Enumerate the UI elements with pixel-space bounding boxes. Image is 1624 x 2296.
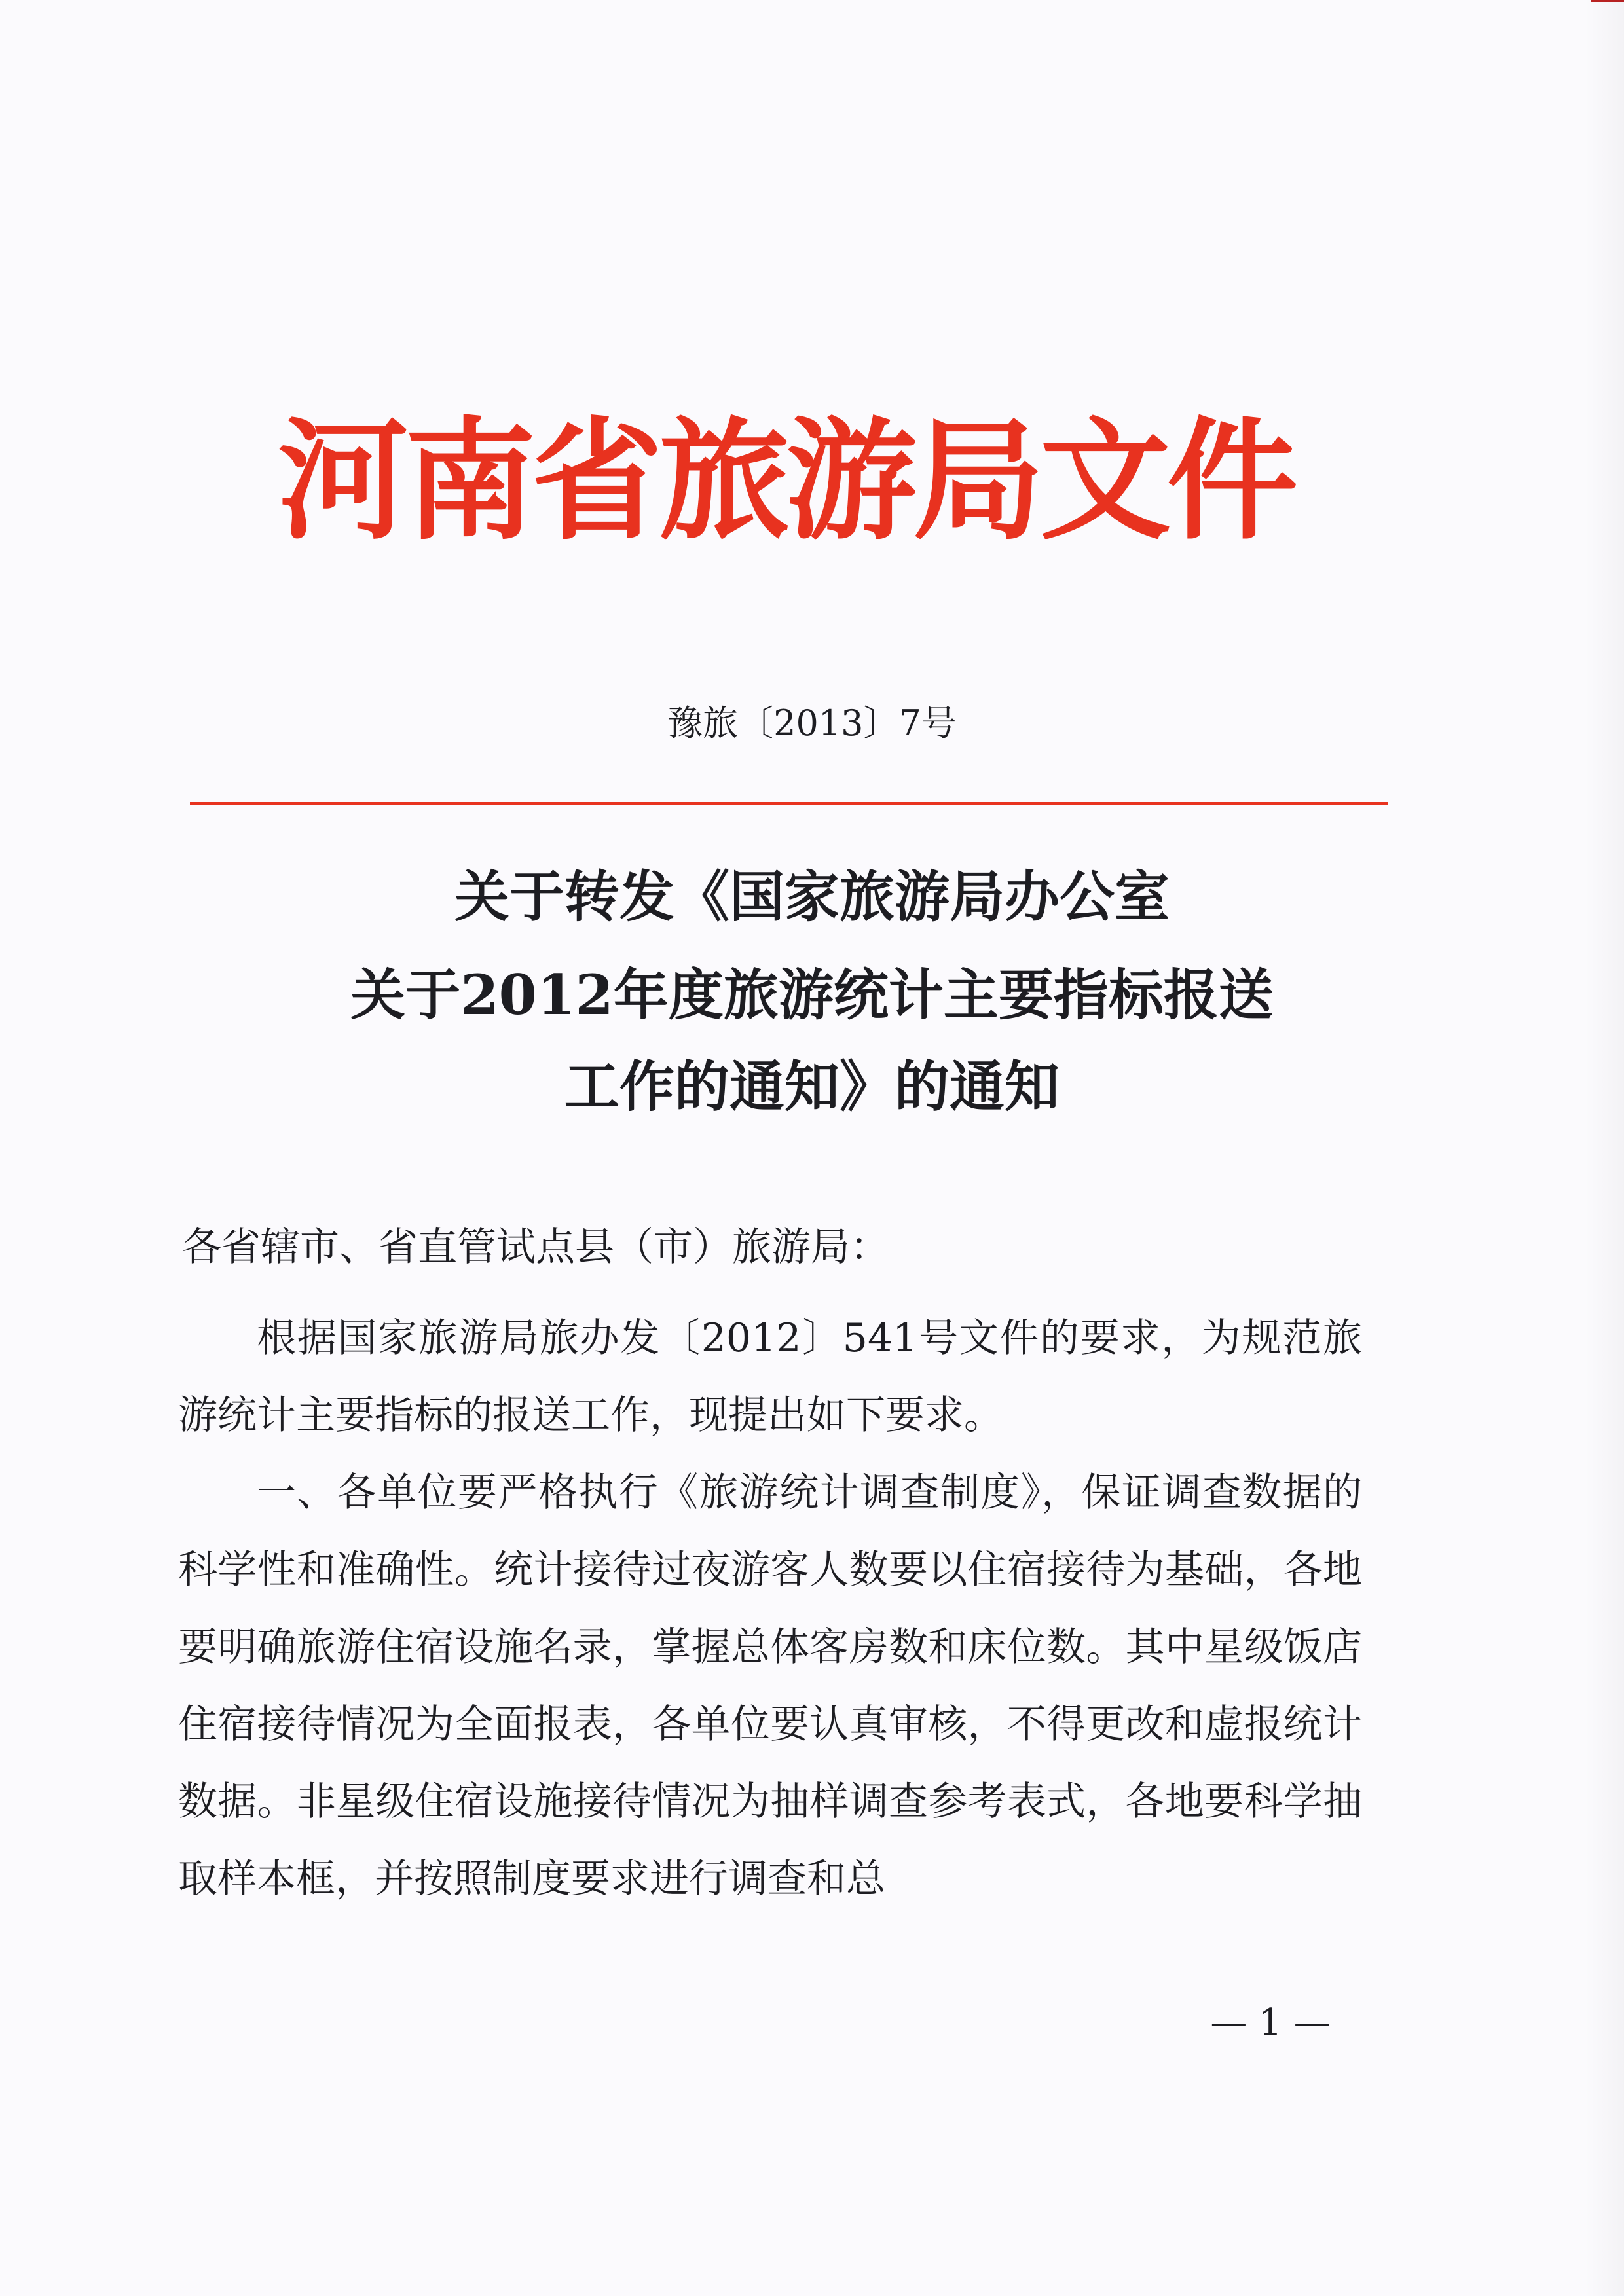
red-divider <box>190 802 1388 805</box>
paragraph-1: 根据国家旅游局旅办发〔2012〕541号文件的要求，为规范旅游统计主要指标的报送工作，现提出如下要求。 <box>178 1315 1362 1438</box>
page-edge-shadow <box>1585 0 1624 2296</box>
paragraph-2: 一、各单位要严格执行《旅游统计调查制度》，保证调查数据的科学性和准确性。统计接待过夜游客人数要以住宿接待为基础，各地要明确旅游住宿设施名录，掌握总体客房数和床位数。其中星级饭店住宿接待情况为全面报表，各单位要认真审核，不得更改和虚报统计数据。非星级住宿设施接待情况为抽样调查参考表式，各地要科学抽取样本框，并按照制度要求进行调查和总 <box>178 1470 1362 1902</box>
notice-title-line-1: 关于转发《国家旅游局办公室 <box>454 864 1170 929</box>
body-text <box>178 1300 1362 1918</box>
notice-title-line-3: 工作的通知》的通知 <box>564 1054 1060 1119</box>
header-title: 河南省旅游局文件 <box>277 404 1294 558</box>
addressee: 各省辖市、省直管试点县（市）旅游局： <box>182 1224 889 1270</box>
notice-title-line-2: 关于2012年度旅游统计主要指标报送 <box>350 962 1274 1027</box>
document-number: 豫旅〔2013〕7号 <box>667 702 957 744</box>
page-number: — 1 — <box>1210 2001 1331 2044</box>
